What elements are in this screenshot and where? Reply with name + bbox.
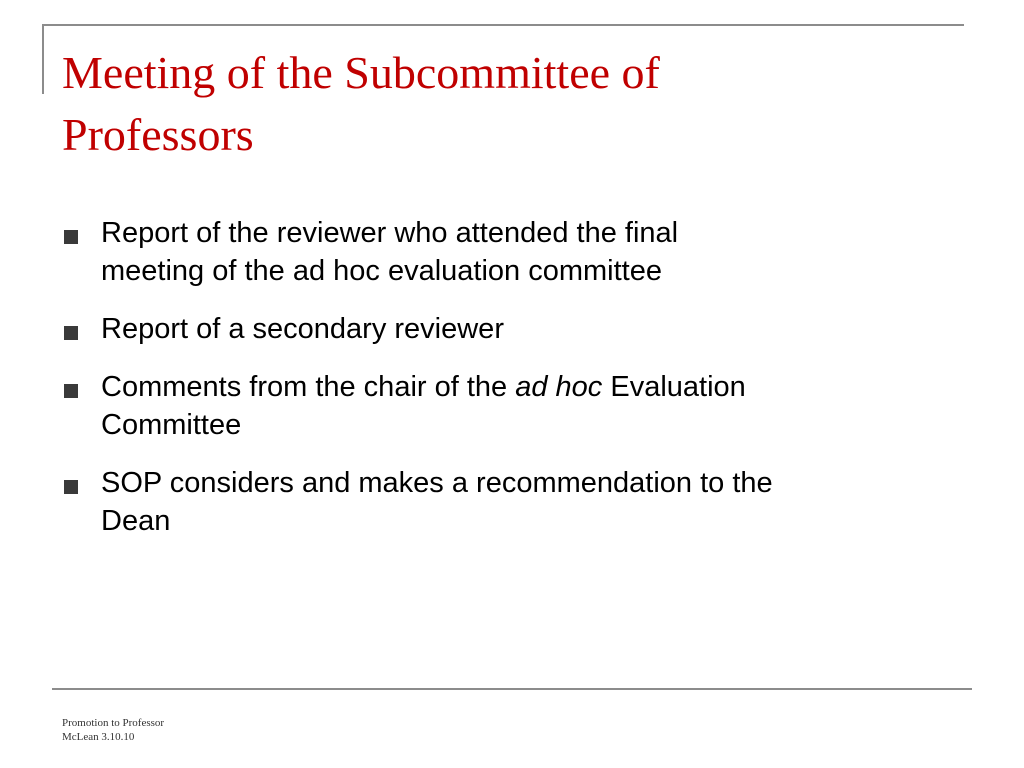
footer-rule: [52, 688, 972, 690]
square-bullet-icon: [64, 384, 78, 398]
bullet-line: SOP considers and makes a recommendation to the: [101, 467, 773, 499]
slide-footer: [62, 716, 164, 744]
bullet-list: [62, 214, 972, 560]
bullet-line: meeting of the ad hoc evaluation committee: [101, 255, 662, 287]
frame-left-rule: [42, 24, 44, 94]
bullet-text-emphasis: ad hoc: [515, 371, 603, 403]
frame-top-rule: [42, 24, 964, 26]
footer-line-1: Promotion to Professor: [62, 717, 165, 729]
title-line-1: Meeting of the Subcommittee of: [62, 47, 660, 98]
bullet-text-after: Evaluation: [602, 371, 746, 403]
bullet-item-chair-comments: [62, 368, 972, 444]
bullet-item-sop-recommendation: [62, 464, 972, 540]
bullet-line: Dean: [101, 505, 171, 537]
square-bullet-icon: [64, 230, 78, 244]
bullet-text: [101, 313, 504, 345]
square-bullet-icon: [64, 480, 78, 494]
square-bullet-icon: [64, 326, 78, 340]
bullet-line: Committee: [101, 409, 242, 441]
bullet-item-reviewer-report: [62, 214, 972, 290]
title-line-2: Professors: [62, 109, 254, 160]
bullet-text: [101, 217, 678, 287]
bullet-line: Report of the reviewer who attended the final: [101, 217, 679, 249]
bullet-text-before: Comments from the chair of the: [101, 371, 516, 403]
bullet-line: Report of a secondary reviewer: [101, 313, 504, 345]
bullet-text: [101, 467, 773, 537]
footer-line-2: McLean 3.10.10: [62, 731, 135, 743]
bullet-item-secondary-reviewer: [62, 310, 972, 348]
bullet-text: [101, 371, 746, 441]
slide-title: [62, 42, 942, 166]
